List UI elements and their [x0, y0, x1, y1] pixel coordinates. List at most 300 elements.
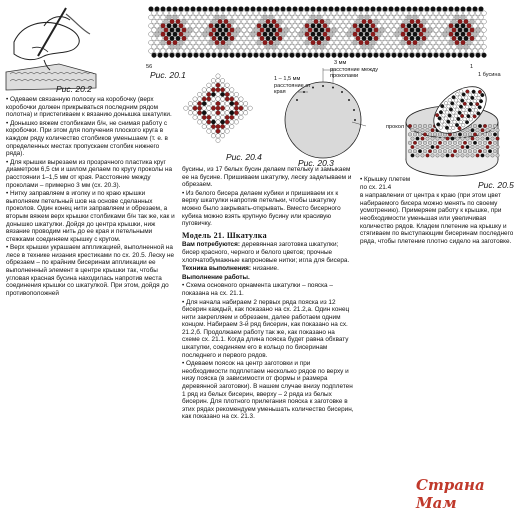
bead [215, 32, 220, 37]
bead [467, 32, 472, 37]
bead [254, 19, 259, 24]
bead [206, 44, 211, 49]
bead [234, 92, 238, 96]
bead [458, 19, 463, 24]
bead [418, 124, 422, 128]
bead [203, 32, 208, 37]
bead [401, 32, 406, 37]
bead [200, 44, 205, 49]
bead [206, 36, 211, 41]
bead [211, 129, 215, 133]
bead [496, 137, 500, 141]
bead [230, 101, 234, 105]
bead [248, 28, 253, 33]
bead [179, 15, 184, 20]
bead [434, 53, 439, 58]
bead [293, 32, 298, 37]
bead [275, 23, 280, 28]
bead [344, 28, 349, 33]
fig-20-2-caption: Рис. 20.2 [56, 84, 92, 94]
bead [431, 7, 436, 12]
bead [461, 145, 465, 149]
bead [437, 49, 442, 54]
bead [278, 11, 283, 16]
bead [206, 28, 211, 33]
bead [425, 32, 430, 37]
bead [389, 40, 394, 45]
bead [193, 106, 197, 110]
bead [225, 88, 229, 92]
bead [206, 19, 211, 24]
bead [225, 101, 229, 105]
bead [335, 32, 340, 37]
bead [302, 19, 307, 24]
left-paragraph-3: • Для крышки вырезаем из прозрачного пластика круг диаметром 6,5 см и шилом делаем по кругу проколы на расстоянии 1–1,5 мм от края. Расстояние между проколами – примерно 3 мм (сх. 20.3). [6, 158, 173, 189]
bead [167, 49, 172, 54]
bead [243, 106, 247, 110]
bead [230, 53, 235, 58]
bead [311, 15, 316, 20]
bead [491, 128, 495, 132]
bead [170, 28, 175, 33]
bead [356, 11, 361, 16]
bead [211, 111, 215, 115]
site-watermark: Страна Мам [416, 476, 485, 512]
bead [320, 44, 325, 49]
bead [284, 19, 289, 24]
bead [434, 11, 439, 16]
bead [194, 28, 199, 33]
bead [410, 11, 415, 16]
bead [422, 44, 427, 49]
bead [167, 23, 172, 28]
bead [440, 36, 445, 41]
bead [224, 28, 229, 33]
bead [374, 53, 379, 58]
bead [179, 7, 184, 12]
bead [155, 15, 160, 20]
bead [470, 53, 475, 58]
bead [464, 44, 469, 49]
bead [233, 7, 238, 12]
fig-20-3-dim-distance-label: 3 мм [334, 60, 347, 66]
bead [431, 137, 435, 141]
bead [437, 40, 442, 45]
bead [220, 115, 224, 119]
bead [248, 11, 253, 16]
bead [443, 49, 448, 54]
bead [428, 28, 433, 33]
bead [227, 23, 232, 28]
bead [404, 53, 409, 58]
bead [326, 28, 331, 33]
bead [446, 11, 451, 16]
bead [299, 23, 304, 28]
bead [380, 11, 385, 16]
bead [234, 97, 238, 101]
bead [245, 32, 250, 37]
bead [173, 40, 178, 45]
bead [356, 36, 361, 41]
bead [260, 36, 265, 41]
bead [467, 7, 472, 12]
bead [483, 133, 487, 137]
bead [461, 32, 466, 37]
bead [332, 19, 337, 24]
bead [423, 141, 427, 145]
bead [211, 124, 215, 128]
bead [482, 44, 487, 49]
bead [245, 23, 250, 28]
bead [225, 120, 229, 124]
bead [353, 49, 358, 54]
bead [173, 32, 178, 37]
bead [398, 36, 403, 41]
bead [225, 92, 229, 96]
bead [188, 36, 193, 41]
bead [411, 154, 415, 158]
bead [350, 28, 355, 33]
bead [401, 23, 406, 28]
bead [428, 36, 433, 41]
bead [260, 11, 265, 16]
bead [233, 32, 238, 37]
bead [416, 28, 421, 33]
bead [413, 133, 417, 137]
bead [254, 44, 259, 49]
bead [458, 44, 463, 49]
bead [404, 28, 409, 33]
bead [407, 40, 412, 45]
bead [296, 36, 301, 41]
middle-bullet-3: • Одеваем поясок на центр заготовки и при необходимости подплетаем несколько рядов по верху и низу пояска (в зависимости от формы и размера деревянной заготовки). В нашем случае внизу подплетен 1 ряд из белых бисерин, вверху – 2 ряда из белых бисерин. Для плотного прилегания пояска к заготовке в этих рядах рекомендуем уменьшать количество бисерин, как показано на сх. 21.3. [182, 360, 354, 421]
bead [245, 15, 250, 20]
bead [233, 23, 238, 28]
bead [493, 124, 497, 128]
bead [155, 23, 160, 28]
bead [418, 133, 422, 137]
bead [476, 145, 480, 149]
bead [482, 11, 487, 16]
bead [234, 111, 238, 115]
bead [392, 44, 397, 49]
bead [421, 145, 425, 149]
bead [248, 19, 253, 24]
bead [230, 44, 235, 49]
bead [320, 19, 325, 24]
technique-label: Техника выполнения: [182, 265, 252, 273]
bead [380, 28, 385, 33]
work-heading: Выполнение работы. [182, 273, 250, 281]
bead [236, 19, 241, 24]
bead [248, 44, 253, 49]
bead [179, 23, 184, 28]
bead [461, 137, 465, 141]
bead [478, 133, 482, 137]
bead [446, 36, 451, 41]
bead [290, 44, 295, 49]
bead [433, 141, 437, 145]
bead [260, 44, 265, 49]
bead [212, 53, 217, 58]
bead [275, 32, 280, 37]
bead [426, 145, 430, 149]
bead [224, 53, 229, 58]
bead [413, 23, 418, 28]
bead [220, 97, 224, 101]
bead [451, 145, 455, 149]
bead [155, 7, 160, 12]
bead [493, 149, 497, 153]
bead [461, 7, 466, 12]
bead [353, 23, 358, 28]
bead [207, 124, 211, 128]
bead [242, 19, 247, 24]
bead [404, 36, 409, 41]
bead [458, 141, 462, 145]
fig-20-1-right-label: 1 бусина [478, 72, 501, 78]
bead [263, 15, 268, 20]
bead [359, 23, 364, 28]
bead [398, 44, 403, 49]
bead [359, 40, 364, 45]
bead [377, 49, 382, 54]
bead [317, 7, 322, 12]
bead [269, 23, 274, 28]
bead [419, 15, 424, 20]
right-caption-1: • Крышку плетем по сх. 21.4 [360, 176, 411, 191]
bead [272, 36, 277, 41]
bead [225, 97, 229, 101]
bead [257, 40, 262, 45]
bead [203, 40, 208, 45]
bead [443, 23, 448, 28]
bead [263, 49, 268, 54]
bead [173, 7, 178, 12]
bead [234, 115, 238, 119]
bead [482, 53, 487, 58]
bead [176, 36, 181, 41]
bead [468, 141, 472, 145]
bead [392, 11, 397, 16]
bead [448, 149, 452, 153]
bead [401, 15, 406, 20]
bead [461, 40, 466, 45]
bead [200, 53, 205, 58]
bead [296, 44, 301, 49]
bead [152, 11, 157, 16]
bead [206, 11, 211, 16]
bead [211, 115, 215, 119]
bead [344, 19, 349, 24]
bead [486, 137, 490, 141]
bead [380, 19, 385, 24]
bead [161, 40, 166, 45]
bead [233, 49, 238, 54]
bead [401, 49, 406, 54]
bead [220, 129, 224, 133]
bead [207, 101, 211, 105]
bead [218, 44, 223, 49]
bead [368, 44, 373, 49]
bead [359, 7, 364, 12]
bead [416, 145, 420, 149]
bead [211, 88, 215, 92]
bead [362, 44, 367, 49]
middle-intro: бусины, из 17 белых бусин делаем петельку и замыкаем ее на бусине. Пришиваем шкатулку, леску заделываем и обрезаем. [182, 166, 352, 189]
bead [449, 32, 454, 37]
bead [419, 23, 424, 28]
bead [422, 11, 427, 16]
bead [206, 53, 211, 58]
bead [269, 32, 274, 37]
bead [473, 32, 478, 37]
bead [212, 44, 217, 49]
bead [254, 53, 259, 58]
bead [426, 154, 430, 158]
bead [449, 23, 454, 28]
bead [395, 23, 400, 28]
bead [290, 36, 295, 41]
bead [266, 19, 271, 24]
bead [421, 128, 425, 132]
bead [287, 32, 292, 37]
bead [473, 141, 477, 145]
bead [207, 97, 211, 101]
bead [398, 28, 403, 33]
bead [239, 115, 243, 119]
bead [476, 154, 480, 158]
bead [413, 49, 418, 54]
bead [155, 32, 160, 37]
bead [308, 11, 313, 16]
bead [212, 28, 217, 33]
bead [275, 15, 280, 20]
bead [456, 145, 460, 149]
bead [347, 23, 352, 28]
bead [392, 36, 397, 41]
bead [416, 128, 420, 132]
bead [419, 32, 424, 37]
bead [161, 15, 166, 20]
bead [317, 40, 322, 45]
bead [216, 134, 220, 138]
bead [197, 15, 202, 20]
bead [170, 19, 175, 24]
bead [338, 44, 343, 49]
bead [170, 36, 175, 41]
bead [486, 154, 490, 158]
bead [413, 7, 418, 12]
bead [350, 11, 355, 16]
fig-20-3-dim-distance-note: расстояние между проколами [330, 67, 379, 80]
bead [230, 106, 234, 110]
bead [152, 44, 157, 49]
bead [296, 19, 301, 24]
bead [428, 11, 433, 16]
bead [207, 83, 211, 87]
bead [203, 23, 208, 28]
bead [419, 7, 424, 12]
bead [332, 11, 337, 16]
bead [426, 137, 430, 141]
bead [481, 154, 485, 158]
bead [230, 28, 235, 33]
bead [230, 111, 234, 115]
bead [431, 154, 435, 158]
bead [428, 141, 432, 145]
bead [299, 49, 304, 54]
bead [335, 15, 340, 20]
bead [416, 137, 420, 141]
bead [251, 40, 256, 45]
bead [341, 49, 346, 54]
middle-bullet-2: • Для начала набираем 2 первых ряда пояска из 12 бисерин каждый, как показано на сх. 21.2,а. Один конец нити закрепляем и обрезаем, далее работаем одним концом. Набираем 3-й ряд бисерин, как показано на сх. 21.2,б. Продолжаем работу так же, как показано на схеме сх. 21.1. Когда длина пояска будет равна обхвату шкатулки, соединяем его в кольцо по бисеринам последнего и первого рядов. [182, 298, 350, 359]
bead [194, 11, 199, 16]
bead [287, 15, 292, 20]
bead [464, 28, 469, 33]
bead [191, 15, 196, 20]
bead [449, 49, 454, 54]
bead [194, 44, 199, 49]
bead [413, 149, 417, 153]
bead [317, 32, 322, 37]
bead [202, 124, 206, 128]
bead [326, 11, 331, 16]
bead [197, 106, 201, 110]
bead [463, 141, 467, 145]
bead [287, 23, 292, 28]
bead [453, 149, 457, 153]
bead [176, 19, 181, 24]
bead [350, 44, 355, 49]
bead [220, 88, 224, 92]
bead [461, 154, 465, 158]
bead [185, 15, 190, 20]
bead [212, 36, 217, 41]
bead [176, 28, 181, 33]
bead [473, 124, 477, 128]
bead [368, 53, 373, 58]
bead [188, 101, 192, 105]
bead [347, 40, 352, 45]
bead [338, 11, 343, 16]
bead [458, 149, 462, 153]
bead [230, 19, 235, 24]
fig-20-3-prokol-label: прокол [386, 124, 405, 130]
bead [230, 115, 234, 119]
bead [482, 19, 487, 24]
bead [470, 19, 475, 24]
bead [395, 7, 400, 12]
bead [356, 53, 361, 58]
bead [236, 11, 241, 16]
bead [221, 15, 226, 20]
bead [421, 154, 425, 158]
bead [239, 101, 243, 105]
middle-bullet-1: • Схема основного орнамента шкатулки – пояска – показана на сх. 21.1. [182, 282, 333, 297]
bead [257, 32, 262, 37]
bead [479, 49, 484, 54]
bead [242, 44, 247, 49]
bead [220, 83, 224, 87]
bead [446, 145, 450, 149]
bead [332, 44, 337, 49]
materials-paragraph [182, 241, 354, 264]
bead [491, 145, 495, 149]
bead [458, 11, 463, 16]
bead [440, 19, 445, 24]
